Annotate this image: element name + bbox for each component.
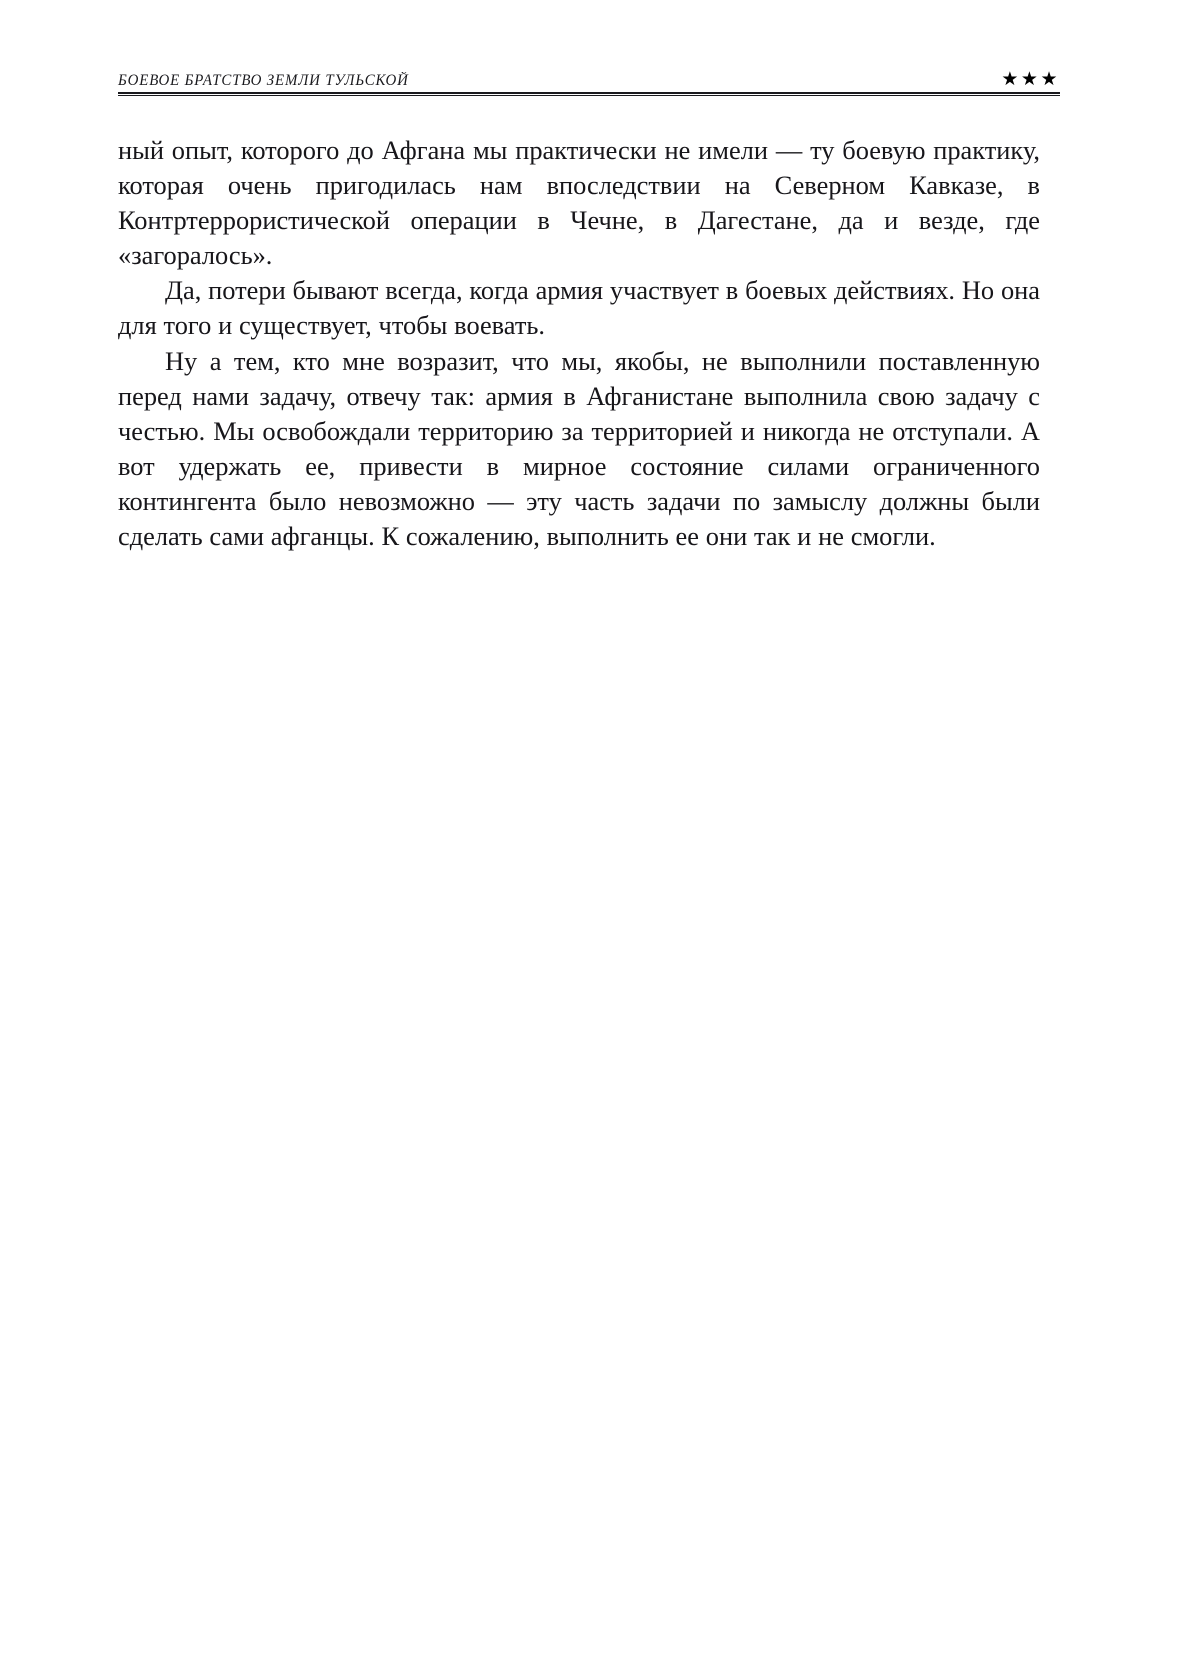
- paragraph-2: Да, потери бывают всегда, когда армия участвует в боевых действиях. Но она для того и существует, чтобы воевать.: [118, 275, 1040, 341]
- three-stars-icon: ★★★: [1001, 69, 1060, 90]
- running-header-title: БОЕВОЕ БРАТСТВО ЗЕМЛИ ТУЛЬСКОЙ: [118, 71, 409, 89]
- paragraph-3: Ну а тем, кто мне возразит, что мы, якобы, не выполнили поставленную перед нами задачу, отвечу так: армия в Афганистане выполнила свою задачу с честью. Мы освобождали территорию за территорией и никогда не отступали. А вот удержать ее, привести в мирное состояние силами ограниченного контингента было невозможно — эту часть задачи по замыслу должны были сделать сами афганцы. К сожалению, выполнить ее они так и не смогли.: [118, 345, 1040, 552]
- header-divider-rule: [118, 92, 1060, 96]
- paragraph-1: ный опыт, которого до Афгана мы практически не имели — ту боевую практику, которая очень пригодилась нам впоследствии на Северном Кавказе, в Контртеррористической операции в Чечне, в Дагестане, да и везде, где «загоралось».: [118, 135, 1040, 271]
- running-header: [118, 58, 1060, 88]
- body-text-block: [118, 133, 1040, 554]
- header-rule-thick-line: [118, 92, 1060, 94]
- header-rule-thin-line: [118, 95, 1060, 96]
